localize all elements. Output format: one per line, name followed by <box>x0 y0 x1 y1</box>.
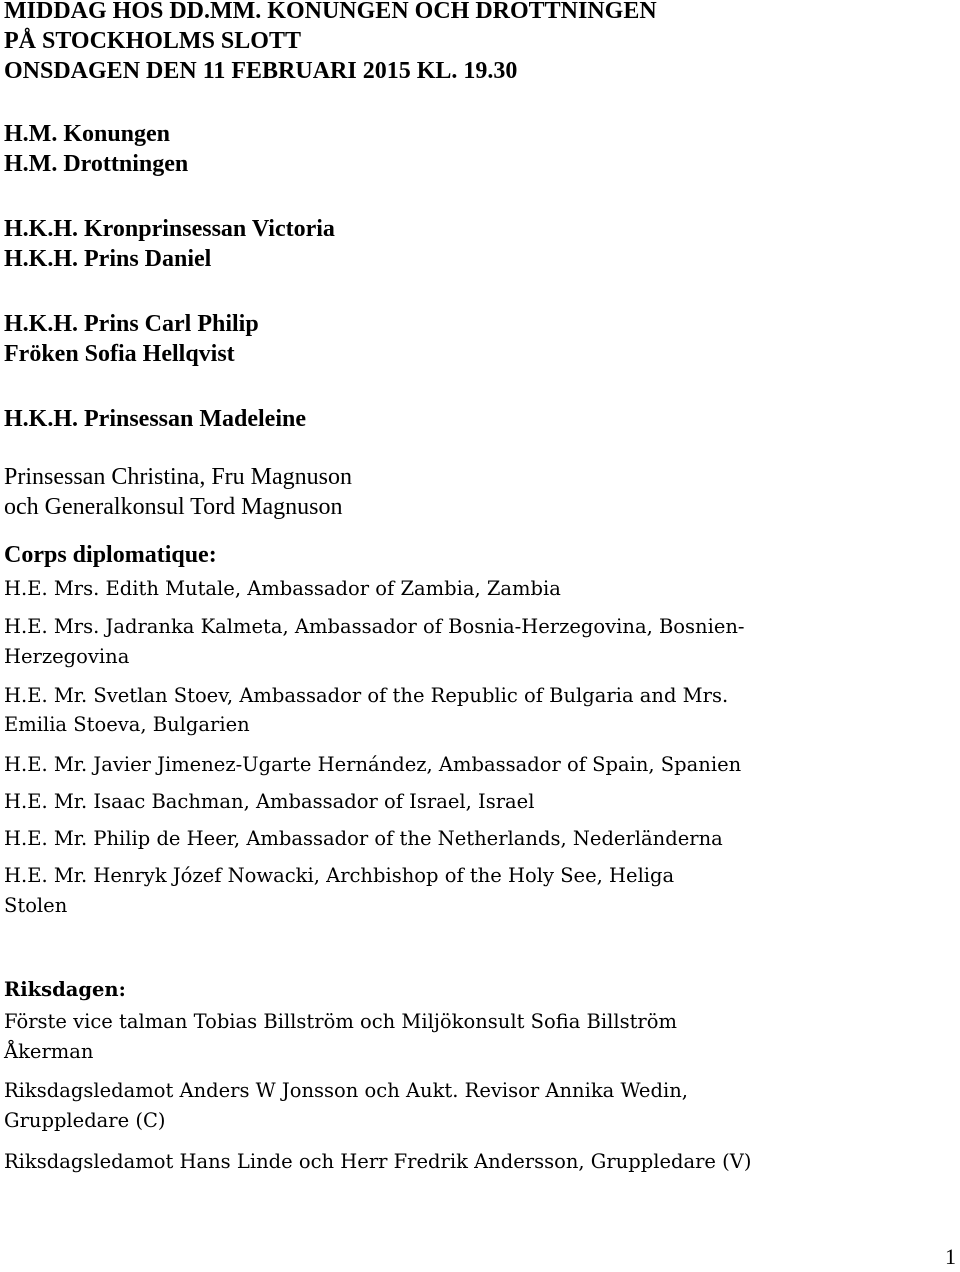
header-line-2: PÅ STOCKHOLMS SLOTT <box>4 28 301 54</box>
guest-line: H.E. Mr. Isaac Bachman, Ambassador of Israel, Israel <box>4 790 535 813</box>
guest-line: H.E. Mrs. Jadranka Kalmeta, Ambassador of Bosnia-Herzegovina, Bosnien- <box>4 615 745 638</box>
page-number: 1 <box>945 1244 956 1269</box>
guest-line: H.E. Mr. Philip de Heer, Ambassador of the Netherlands, Nederländerna <box>4 827 723 850</box>
guest-line: Herzegovina <box>4 645 130 668</box>
guest-line: Förste vice talman Tobias Billström och Miljökonsult Sofia Billström <box>4 1010 677 1033</box>
guest-line: H.E. Mr. Svetlan Stoev, Ambassador of the Republic of Bulgaria and Mrs. <box>4 684 729 707</box>
guest-line: H.E. Mr. Henryk Józef Nowacki, Archbishop of the Holy See, Heliga <box>4 864 675 887</box>
section-heading-riksdagen: Riksdagen: <box>4 978 126 1001</box>
guest-line: Gruppledare (C) <box>4 1109 166 1132</box>
guest-line: H.K.H. Kronprinsessan Victoria <box>4 216 335 242</box>
guest-line: H.K.H. Prins Daniel <box>4 246 212 272</box>
guest-line: H.K.H. Prinsessan Madeleine <box>4 406 306 432</box>
guest-line: H.K.H. Prins Carl Philip <box>4 311 259 337</box>
section-heading-corps: Corps diplomatique: <box>4 542 217 568</box>
guest-line: H.M. Konungen <box>4 121 171 147</box>
guest-line: H.M. Drottningen <box>4 151 189 177</box>
guest-line: Riksdagsledamot Hans Linde och Herr Fredrik Andersson, Gruppledare (V) <box>4 1150 752 1173</box>
guest-line: Riksdagsledamot Anders W Jonsson och Aukt. Revisor Annika Wedin, <box>4 1079 688 1102</box>
guest-line: H.E. Mrs. Edith Mutale, Ambassador of Zambia, Zambia <box>4 577 561 600</box>
guest-line: Prinsessan Christina, Fru Magnuson <box>4 464 352 490</box>
guest-line: Stolen <box>4 894 68 917</box>
guest-line: H.E. Mr. Javier Jimenez-Ugarte Hernández, Ambassador of Spain, Spanien <box>4 753 742 776</box>
guest-line: Åkerman <box>4 1040 94 1063</box>
guest-line: och Generalkonsul Tord Magnuson <box>4 494 343 520</box>
guest-line: Fröken Sofia Hellqvist <box>4 341 235 367</box>
guest-line: Emilia Stoeva, Bulgarien <box>4 713 250 736</box>
header-line-1: MIDDAG HOS DD.MM. KONUNGEN OCH DROTTNINGEN <box>4 0 657 24</box>
header-line-3: ONSDAGEN DEN 11 FEBRUARI 2015 KL. 19.30 <box>4 58 518 84</box>
